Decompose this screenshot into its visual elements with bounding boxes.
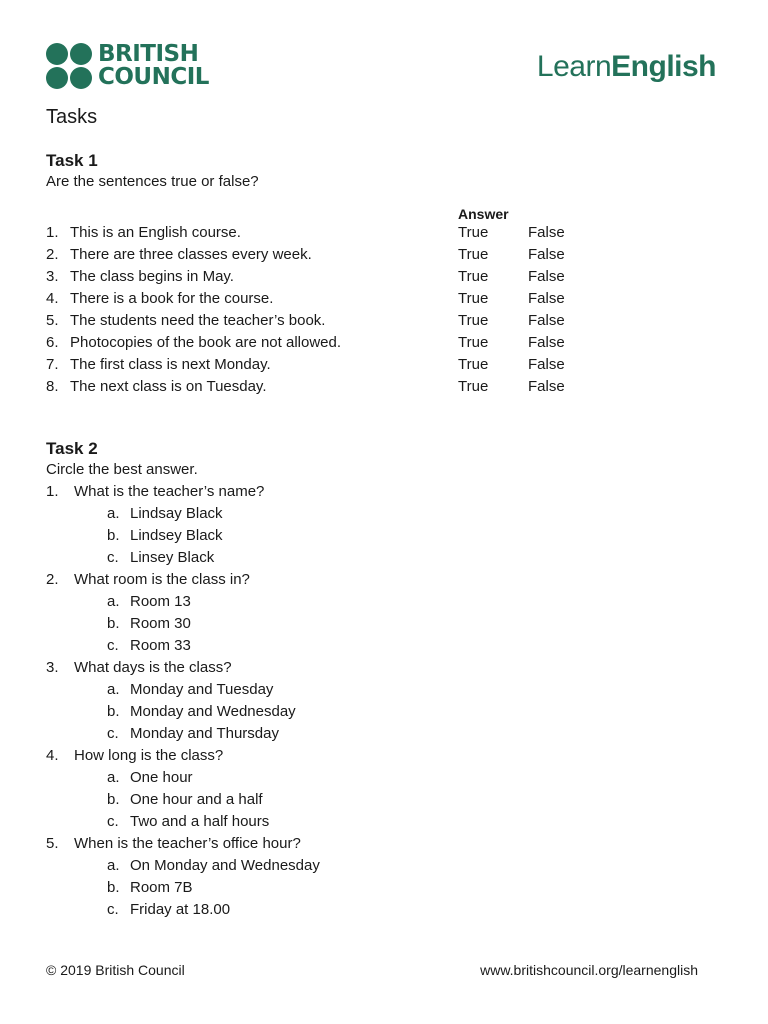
option-letter: a. xyxy=(107,505,120,522)
statement-row xyxy=(46,332,606,354)
statement-number: 6. xyxy=(46,334,59,351)
option-text: One hour xyxy=(130,769,193,786)
statement-number: 8. xyxy=(46,378,59,395)
statement-number: 5. xyxy=(46,312,59,329)
statement-row xyxy=(46,354,606,376)
task1-instruction: Are the sentences true or false? xyxy=(46,173,259,190)
option-letter: b. xyxy=(107,791,120,808)
statement-row xyxy=(46,310,606,332)
statement-text: The first class is next Monday. xyxy=(70,356,271,373)
question-text: What room is the class in? xyxy=(74,571,250,588)
statement-text: There are three classes every week. xyxy=(70,246,312,263)
option-letter: b. xyxy=(107,703,120,720)
option-text: Room 30 xyxy=(130,615,191,632)
option-letter: c. xyxy=(107,813,119,830)
option-text: Friday at 18.00 xyxy=(130,901,231,918)
task2-title: Task 2 xyxy=(46,439,98,458)
option-text: On Monday and Wednesday xyxy=(130,857,320,874)
true-option[interactable]: True xyxy=(458,268,489,285)
question-number: 1. xyxy=(46,483,59,500)
option-text: Monday and Tuesday xyxy=(130,681,274,698)
british-council-logo xyxy=(46,43,216,89)
false-option[interactable]: False xyxy=(528,356,565,373)
statement-text: There is a book for the course. xyxy=(70,290,274,307)
question-text: How long is the class? xyxy=(74,747,224,764)
option-letter: c. xyxy=(107,549,119,566)
option-letter: c. xyxy=(107,725,119,742)
option-letter: b. xyxy=(107,527,120,544)
learnenglish-english: English xyxy=(611,50,716,83)
question-number: 2. xyxy=(46,571,59,588)
question-number: 5. xyxy=(46,835,59,852)
option-letter: b. xyxy=(107,879,120,896)
footer-url[interactable]: www.britishcouncil.org/learnenglish xyxy=(480,962,698,978)
statement-row xyxy=(46,244,606,266)
false-option[interactable]: False xyxy=(528,224,565,241)
true-option[interactable]: True xyxy=(458,246,489,263)
option-text: Room 33 xyxy=(130,637,191,654)
statement-number: 2. xyxy=(46,246,59,263)
false-option[interactable]: False xyxy=(528,378,565,395)
option-text: Lindsay Black xyxy=(130,505,223,522)
option-text: Monday and Wednesday xyxy=(130,703,296,720)
option-letter: b. xyxy=(107,615,120,632)
false-option[interactable]: False xyxy=(528,268,565,285)
option-text: Linsey Black xyxy=(130,549,215,566)
option-letter: a. xyxy=(107,769,120,786)
footer-copyright: © 2019 British Council xyxy=(46,962,185,978)
question-text: When is the teacher’s office hour? xyxy=(74,835,301,852)
task2-instruction: Circle the best answer. xyxy=(46,461,198,478)
option-text: One hour and a half xyxy=(130,791,263,808)
false-option[interactable]: False xyxy=(528,290,565,307)
option-letter: a. xyxy=(107,593,120,610)
question-number: 4. xyxy=(46,747,59,764)
statement-row xyxy=(46,266,606,288)
option-letter: c. xyxy=(107,637,119,654)
question-text: What is the teacher’s name? xyxy=(74,483,265,500)
logo-dots-icon xyxy=(46,43,92,89)
true-option[interactable]: True xyxy=(458,312,489,329)
statement-text: Photocopies of the book are not allowed. xyxy=(70,334,342,351)
question-number: 3. xyxy=(46,659,59,676)
statement-text: This is an English course. xyxy=(70,224,241,241)
true-option[interactable]: True xyxy=(458,334,489,351)
option-text: Room 13 xyxy=(130,593,191,610)
logo-line-2: COUNCIL xyxy=(98,64,209,90)
learnenglish-logo xyxy=(537,50,716,84)
task1-title: Task 1 xyxy=(46,151,98,170)
page-title: Tasks xyxy=(46,106,98,128)
statement-row xyxy=(46,376,606,398)
false-option[interactable]: False xyxy=(528,246,565,263)
option-text: Room 7B xyxy=(130,879,193,896)
option-text: Two and a half hours xyxy=(130,813,270,830)
option-letter: a. xyxy=(107,681,120,698)
logo-wordmark xyxy=(98,43,209,89)
statement-text: The students need the teacher’s book. xyxy=(70,312,326,329)
learnenglish-learn: Learn xyxy=(536,50,612,83)
option-text: Monday and Thursday xyxy=(130,725,279,742)
true-option[interactable]: True xyxy=(458,356,489,373)
statement-row xyxy=(46,288,606,310)
true-option[interactable]: True xyxy=(458,224,489,241)
option-letter: a. xyxy=(107,857,120,874)
option-text: Lindsey Black xyxy=(130,527,223,544)
statement-number: 4. xyxy=(46,290,59,307)
question-text: What days is the class? xyxy=(74,659,232,676)
option-letter: c. xyxy=(107,901,119,918)
statement-number: 3. xyxy=(46,268,59,285)
false-option[interactable]: False xyxy=(528,312,565,329)
statement-text: The next class is on Tuesday. xyxy=(70,378,267,395)
true-option[interactable]: True xyxy=(458,290,489,307)
statement-number: 7. xyxy=(46,356,59,373)
statement-row xyxy=(46,222,606,244)
false-option[interactable]: False xyxy=(528,334,565,351)
true-option[interactable]: True xyxy=(458,378,489,395)
answer-column-header: Answer xyxy=(458,206,509,222)
logo-line-1: BRITISH xyxy=(98,41,199,67)
statement-number: 1. xyxy=(46,224,59,241)
statement-text: The class begins in May. xyxy=(70,268,234,285)
